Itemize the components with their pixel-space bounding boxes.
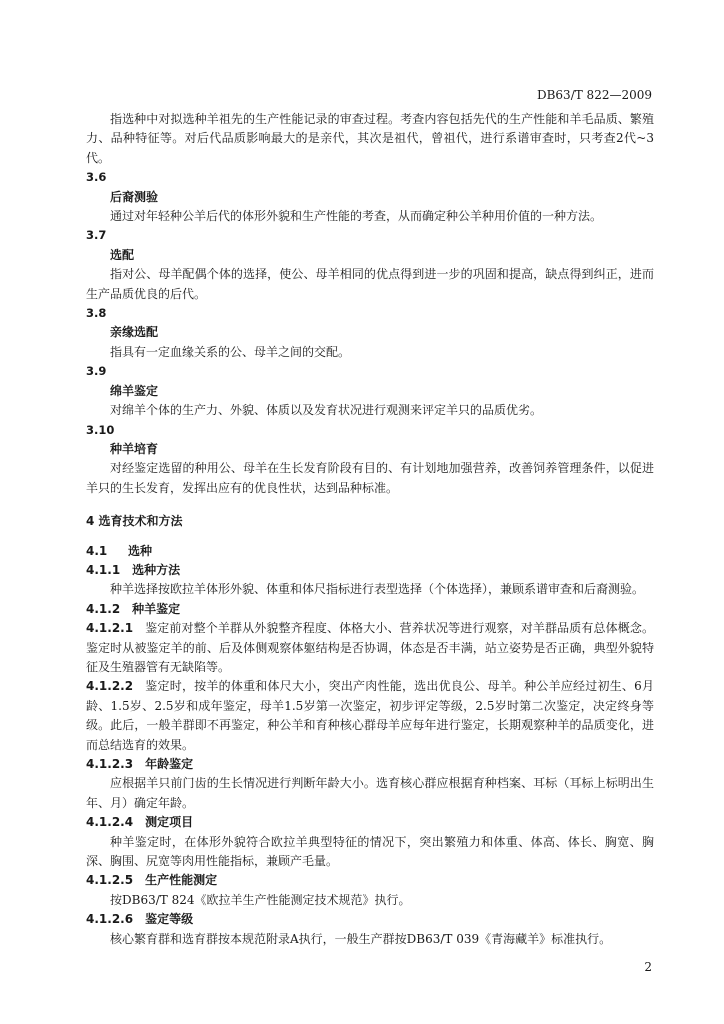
section-title: 鉴定等级 [145,912,194,927]
paragraph-number: 4.1.2.1 [86,621,134,636]
section-number: 4.1.2.4 [86,815,134,830]
paragraph-number: 4.1.2.2 [86,679,134,694]
paragraph: 种羊鉴定时，在体形外貌符合欧拉羊典型特征的情况下，突出繁殖力和体重、体高、体长、胸宽、胸深、胸围、尻宽等肉用性能指标，兼顾产毛量。 [86,834,654,869]
section-number: 4.1.2.5 [86,873,134,888]
paragraph: 按DB63/T 824《欧拉羊生产性能测定技术规范》执行。 [110,892,411,907]
numbered-paragraph [86,619,654,677]
clause-number: 3.10 [86,422,115,437]
paragraph: 指选种中对拟选种羊祖先的生产性能记录的审查过程。考查内容包括先代的生产性能和羊毛品质、繁殖力、品种特征等。对后代品质影响最大的是亲代，其次是祖代，曾祖代，进行系谱审查时，只考查2代~3代。 [86,112,654,165]
section-number: 4.1.1 [86,562,121,577]
chapter-heading: 4 选育技术和方法 [86,514,183,529]
section-number: 4.1 [86,543,108,558]
paragraph: 核心繁育群和选育群按本规范附录A执行，一般生产群按DB63/T 039《青海藏羊》标准执行。 [110,931,612,946]
section-number: 4.1.2.6 [86,912,134,927]
clause-number: 3.7 [86,228,107,243]
section-heading [86,600,654,619]
section-title: 选种方法 [132,562,181,577]
section-heading [86,871,654,890]
section-number: 4.1.2 [86,601,121,616]
section-title: 选种 [128,543,153,558]
numbered-paragraph [86,677,654,755]
paragraph: 通过对年轻种公羊后代的体形外貌和生产性能的考查，从而确定种公羊种用价值的一种方法。 [110,209,603,224]
section-title: 测定项目 [145,815,194,830]
paragraph: 指具有一定血缘关系的公、母羊之间的交配。 [110,344,351,359]
section-number: 4.1.2.3 [86,757,134,771]
document-body [86,110,654,949]
term-title: 后裔测验 [110,189,159,204]
paragraph-text: 鉴定时，按羊的体重和体尺大小，突出产肉性能，选出优良公、母羊。种公羊应经过初生、6月龄、1.5岁、2.5岁和成年鉴定，母羊1.5岁第一次鉴定，初步评定等级，2.5岁时第二次鉴定，决定终身等级。此后，一般羊群即不再鉴定，种公羊和育种核心群母羊应每年进行鉴定，长期观察种羊的品质变化，进而总结选育的效果。 [86,679,654,752]
paragraph-text: 鉴定前对整个羊群从外貌整齐程度、体格大小、营养状况等进行观察，对羊群品质有总体概念。鉴定时从被鉴定羊的前、后及体侧观察体躯结构是否协调，体态是否丰满，站立姿势是否正确，典型外貌特征及生殖器管有无缺陷等。 [86,621,654,674]
section-heading [86,542,654,561]
paragraph: 对经鉴定选留的种用公、母羊在生长发育阶段有目的、有计划地加强营养，改善饲养管理条件，以促进羊只的生长发育，发挥出应有的优良性状，达到品种标准。 [86,461,654,495]
section-heading [86,561,654,580]
term-title: 选配 [110,247,135,262]
paragraph: 种羊选择按欧拉羊体形外貌、体重和体尺指标进行表型选择（个体选择），兼顾系谱审查和后裔测验。 [110,582,645,597]
document-code-header: DB63/T 822—2009 [536,88,652,102]
paragraph: 指对公、母羊配偶个体的选择，使公、母羊相同的优点得到进一步的巩固和提高，缺点得到纠正，进而生产品质优良的后代。 [86,267,654,301]
clause-number: 3.9 [86,364,107,379]
clause-number: 3.6 [86,170,107,185]
term-title: 亲缘选配 [110,325,159,340]
section-title: 种羊鉴定 [132,601,181,616]
term-title: 种羊培育 [110,441,159,456]
section-title: 年龄鉴定 [145,757,194,771]
section-heading [86,813,654,832]
paragraph: 应根据羊只前门齿的生长情况进行判断年龄大小。选育核心群应根据育种档案、耳标（耳标上标明出生年、月）确定年龄。 [86,776,654,810]
section-heading [86,910,654,929]
section-heading [86,755,654,774]
term-title: 绵羊鉴定 [110,383,159,398]
paragraph: 对绵羊个体的生产力、外貌、体质以及发育状况进行观测来评定羊只的品质优劣。 [110,403,543,418]
page-number: 2 [644,960,652,974]
clause-number: 3.8 [86,306,107,321]
section-title: 生产性能测定 [145,873,218,888]
